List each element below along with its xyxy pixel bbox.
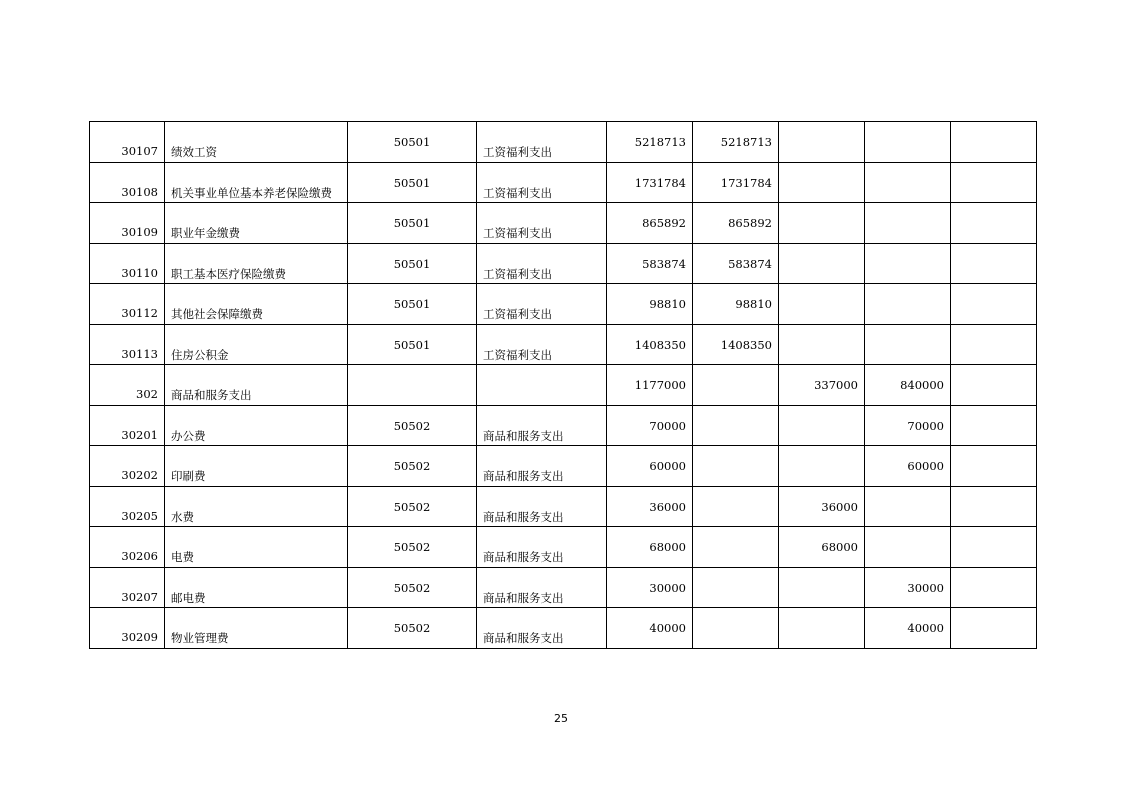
basic-expenditure-cell [693, 405, 779, 446]
account-name-cell: 水费 [165, 486, 348, 527]
account-name-cell: 绩效工资 [165, 122, 348, 163]
gov-economic-name-cell: 工资福利支出 [477, 243, 607, 284]
gov-economic-name-cell: 商品和服务支出 [477, 486, 607, 527]
gov-economic-code-cell: 50501 [348, 162, 477, 203]
amount-column-5-cell [951, 405, 1037, 446]
gov-economic-name-cell: 工资福利支出 [477, 162, 607, 203]
gov-economic-name-cell: 商品和服务支出 [477, 405, 607, 446]
table-row [90, 527, 1037, 568]
gov-economic-name-cell: 工资福利支出 [477, 122, 607, 163]
amount-column-3-cell [779, 608, 865, 649]
account-code-cell: 30209 [90, 608, 165, 649]
account-name-cell: 印刷费 [165, 446, 348, 487]
table-row [90, 243, 1037, 284]
account-name-cell: 商品和服务支出 [165, 365, 348, 406]
amount-column-4-cell [865, 122, 951, 163]
table-row [90, 162, 1037, 203]
total-amount-cell: 98810 [607, 284, 693, 325]
gov-economic-name-cell: 商品和服务支出 [477, 608, 607, 649]
account-name-cell: 职工基本医疗保险缴费 [165, 243, 348, 284]
basic-expenditure-cell: 865892 [693, 203, 779, 244]
account-name-cell: 机关事业单位基本养老保险缴费 [165, 162, 348, 203]
account-name-cell: 办公费 [165, 405, 348, 446]
gov-economic-name-cell: 工资福利支出 [477, 324, 607, 365]
amount-column-5-cell [951, 203, 1037, 244]
account-code-cell: 30113 [90, 324, 165, 365]
account-name-cell: 邮电费 [165, 567, 348, 608]
gov-economic-name-cell [477, 365, 607, 406]
amount-column-5-cell [951, 527, 1037, 568]
account-code-cell: 30205 [90, 486, 165, 527]
total-amount-cell: 1731784 [607, 162, 693, 203]
amount-column-3-cell: 68000 [779, 527, 865, 568]
table-row [90, 608, 1037, 649]
amount-column-3-cell [779, 324, 865, 365]
total-amount-cell: 30000 [607, 567, 693, 608]
total-amount-cell: 865892 [607, 203, 693, 244]
table-row [90, 284, 1037, 325]
gov-economic-name-cell: 商品和服务支出 [477, 446, 607, 487]
total-amount-cell: 40000 [607, 608, 693, 649]
account-name-cell: 物业管理费 [165, 608, 348, 649]
gov-economic-code-cell: 50501 [348, 203, 477, 244]
account-code-cell: 30110 [90, 243, 165, 284]
amount-column-3-cell: 36000 [779, 486, 865, 527]
amount-column-4-cell: 70000 [865, 405, 951, 446]
table-row [90, 122, 1037, 163]
gov-economic-code-cell: 50501 [348, 324, 477, 365]
total-amount-cell: 36000 [607, 486, 693, 527]
account-code-cell: 30202 [90, 446, 165, 487]
gov-economic-code-cell: 50501 [348, 243, 477, 284]
basic-expenditure-cell: 583874 [693, 243, 779, 284]
account-code-cell: 30201 [90, 405, 165, 446]
amount-column-5-cell [951, 122, 1037, 163]
basic-expenditure-cell [693, 608, 779, 649]
table-row [90, 446, 1037, 487]
account-code-cell: 302 [90, 365, 165, 406]
account-code-cell: 30109 [90, 203, 165, 244]
gov-economic-name-cell: 工资福利支出 [477, 284, 607, 325]
basic-expenditure-cell: 1731784 [693, 162, 779, 203]
table-row [90, 486, 1037, 527]
account-code-cell: 30107 [90, 122, 165, 163]
amount-column-5-cell [951, 365, 1037, 406]
amount-column-5-cell [951, 243, 1037, 284]
total-amount-cell: 60000 [607, 446, 693, 487]
basic-expenditure-cell [693, 365, 779, 406]
amount-column-3-cell [779, 203, 865, 244]
table-row [90, 203, 1037, 244]
amount-column-5-cell [951, 608, 1037, 649]
amount-column-4-cell [865, 527, 951, 568]
amount-column-5-cell [951, 324, 1037, 365]
account-name-cell: 电费 [165, 527, 348, 568]
account-code-cell: 30207 [90, 567, 165, 608]
amount-column-5-cell [951, 446, 1037, 487]
basic-expenditure-cell [693, 486, 779, 527]
table-row [90, 324, 1037, 365]
table-body [90, 122, 1037, 649]
amount-column-3-cell [779, 122, 865, 163]
gov-economic-name-cell: 商品和服务支出 [477, 527, 607, 568]
account-name-cell: 其他社会保障缴费 [165, 284, 348, 325]
basic-expenditure-cell: 5218713 [693, 122, 779, 163]
gov-economic-code-cell: 50502 [348, 527, 477, 568]
amount-column-3-cell [779, 243, 865, 284]
gov-economic-code-cell: 50502 [348, 608, 477, 649]
table-row [90, 567, 1037, 608]
gov-economic-code-cell: 50502 [348, 486, 477, 527]
amount-column-5-cell [951, 162, 1037, 203]
total-amount-cell: 68000 [607, 527, 693, 568]
budget-table [89, 121, 1037, 649]
basic-expenditure-cell [693, 527, 779, 568]
gov-economic-code-cell: 50502 [348, 446, 477, 487]
amount-column-3-cell [779, 162, 865, 203]
amount-column-4-cell [865, 243, 951, 284]
account-name-cell: 住房公积金 [165, 324, 348, 365]
gov-economic-name-cell: 商品和服务支出 [477, 567, 607, 608]
total-amount-cell: 583874 [607, 243, 693, 284]
amount-column-5-cell [951, 284, 1037, 325]
basic-expenditure-cell [693, 567, 779, 608]
gov-economic-code-cell: 50502 [348, 405, 477, 446]
amount-column-4-cell: 840000 [865, 365, 951, 406]
amount-column-3-cell [779, 405, 865, 446]
total-amount-cell: 5218713 [607, 122, 693, 163]
total-amount-cell: 1177000 [607, 365, 693, 406]
amount-column-4-cell: 60000 [865, 446, 951, 487]
gov-economic-code-cell: 50501 [348, 284, 477, 325]
table-row [90, 365, 1037, 406]
basic-expenditure-cell: 98810 [693, 284, 779, 325]
gov-economic-code-cell: 50501 [348, 122, 477, 163]
amount-column-4-cell [865, 284, 951, 325]
amount-column-4-cell: 30000 [865, 567, 951, 608]
amount-column-4-cell: 40000 [865, 608, 951, 649]
basic-expenditure-cell: 1408350 [693, 324, 779, 365]
amount-column-3-cell: 337000 [779, 365, 865, 406]
amount-column-4-cell [865, 486, 951, 527]
page-number: 25 [554, 712, 568, 725]
gov-economic-code-cell: 50502 [348, 567, 477, 608]
account-code-cell: 30108 [90, 162, 165, 203]
amount-column-5-cell [951, 486, 1037, 527]
account-code-cell: 30206 [90, 527, 165, 568]
amount-column-3-cell [779, 446, 865, 487]
amount-column-4-cell [865, 162, 951, 203]
account-code-cell: 30112 [90, 284, 165, 325]
total-amount-cell: 1408350 [607, 324, 693, 365]
account-name-cell: 职业年金缴费 [165, 203, 348, 244]
gov-economic-code-cell [348, 365, 477, 406]
amount-column-5-cell [951, 567, 1037, 608]
amount-column-4-cell [865, 203, 951, 244]
amount-column-3-cell [779, 567, 865, 608]
total-amount-cell: 70000 [607, 405, 693, 446]
basic-expenditure-cell [693, 446, 779, 487]
table-row [90, 405, 1037, 446]
gov-economic-name-cell: 工资福利支出 [477, 203, 607, 244]
amount-column-3-cell [779, 284, 865, 325]
amount-column-4-cell [865, 324, 951, 365]
